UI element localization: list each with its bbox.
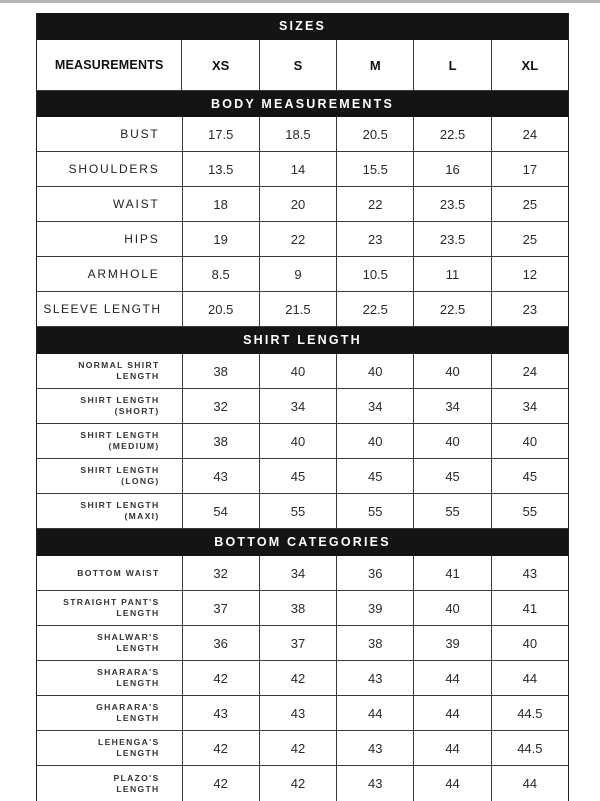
table-cell: 44 (413, 661, 490, 695)
table-cell: 22 (259, 222, 336, 256)
table-cell: 40 (491, 626, 568, 660)
row-label (37, 494, 182, 528)
table-cell: 40 (259, 424, 336, 458)
table-cell: 43 (259, 696, 336, 730)
bottom-categories-title: BOTTOM CATEGORIES (214, 535, 391, 549)
table-cell: 40 (259, 354, 336, 388)
table-row (37, 257, 568, 292)
table-cell: 15.5 (336, 152, 413, 186)
row-label: BUST (120, 127, 160, 141)
row-label-line: LENGTH (116, 783, 160, 794)
table-cell: 43 (336, 661, 413, 695)
table-cell: 22.5 (336, 292, 413, 326)
table-row (37, 354, 568, 389)
table-cell: 23.5 (413, 222, 490, 256)
table-cell: 20 (259, 187, 336, 221)
row-label-line: SHIRT LENGTH (80, 430, 160, 440)
table-cell: 54 (182, 494, 259, 528)
table-cell: 37 (182, 591, 259, 625)
row-label-line: SHALWAR'S (97, 632, 160, 642)
table-cell: 44 (413, 731, 490, 765)
table-row (37, 731, 568, 766)
table-cell: 38 (182, 354, 259, 388)
table-cell: 16 (413, 152, 490, 186)
row-label (37, 556, 182, 590)
table-cell: 18.5 (259, 117, 336, 151)
table-cell: 55 (336, 494, 413, 528)
size-header-l: L (413, 40, 490, 90)
table-cell: 38 (336, 626, 413, 660)
table-cell: 40 (413, 591, 490, 625)
table-cell: 23 (491, 292, 568, 326)
table-cell: 44.5 (491, 696, 568, 730)
table-cell: 45 (413, 459, 490, 493)
top-divider (0, 0, 600, 3)
table-cell: 55 (413, 494, 490, 528)
row-label (37, 661, 182, 695)
table-cell: 25 (491, 222, 568, 256)
row-label-line: LENGTH (116, 713, 160, 723)
table-cell: 40 (491, 424, 568, 458)
table-cell: 55 (491, 494, 568, 528)
table-cell: 36 (182, 626, 259, 660)
row-label-line: (MAXI) (124, 511, 160, 521)
table-cell: 25 (491, 187, 568, 221)
row-label (37, 696, 182, 730)
table-cell: 14 (259, 152, 336, 186)
table-cell: 40 (413, 424, 490, 458)
table-cell: 38 (182, 424, 259, 458)
size-header-m: M (336, 40, 413, 90)
table-cell: 44 (413, 696, 490, 730)
sizes-band (37, 13, 568, 40)
row-label-line: LENGTH (116, 748, 160, 758)
row-label-line: LENGTH (116, 608, 160, 618)
row-label (37, 766, 182, 801)
table-cell: 9 (259, 257, 336, 291)
row-label: SHOULDERS (68, 162, 160, 176)
table-cell: 19 (182, 222, 259, 256)
header-row (37, 40, 568, 91)
row-label-line: SHIRT LENGTH (80, 500, 160, 510)
table-cell: 39 (413, 626, 490, 660)
row-label-line: LENGTH (116, 643, 160, 653)
table-cell: 41 (413, 556, 490, 590)
table-row (37, 459, 568, 494)
table-cell: 43 (182, 459, 259, 493)
table-cell: 32 (182, 389, 259, 423)
table-cell: 11 (413, 257, 490, 291)
table-cell: 45 (259, 459, 336, 493)
table-cell: 17.5 (182, 117, 259, 151)
table-row (37, 292, 568, 327)
row-label: ARMHOLE (87, 267, 160, 281)
table-cell: 55 (259, 494, 336, 528)
row-label-line: GHARARA'S (96, 702, 160, 712)
row-label-line: (LONG) (121, 476, 160, 486)
table-row (37, 626, 568, 661)
row-label-line: BOTTOM WAIST (77, 567, 160, 578)
size-chart-table (36, 13, 569, 801)
sizes-title: SIZES (278, 19, 327, 33)
table-cell: 42 (182, 731, 259, 765)
row-label-line: NORMAL SHIRT (78, 360, 160, 370)
table-cell: 37 (259, 626, 336, 660)
table-cell: 36 (336, 556, 413, 590)
row-label-line: (SHORT) (114, 406, 160, 416)
table-cell: 40 (336, 354, 413, 388)
table-cell: 12 (491, 257, 568, 291)
table-cell: 23 (336, 222, 413, 256)
table-cell: 8.5 (182, 257, 259, 291)
table-cell: 41 (491, 591, 568, 625)
table-cell: 18 (182, 187, 259, 221)
table-cell: 20.5 (182, 292, 259, 326)
table-cell: 10.5 (336, 257, 413, 291)
table-cell: 24 (491, 354, 568, 388)
bottom-categories-band (37, 529, 568, 556)
table-cell: 43 (336, 731, 413, 765)
table-cell: 20.5 (336, 117, 413, 151)
table-cell: 23.5 (413, 187, 490, 221)
row-label-line: LEHENGA'S (98, 737, 160, 747)
table-row (37, 591, 568, 626)
row-label-line: LENGTH (116, 371, 160, 381)
row-label-line: LENGTH (116, 678, 160, 688)
table-cell: 43 (182, 696, 259, 730)
size-header-xs: XS (181, 40, 258, 90)
row-label (37, 389, 182, 423)
row-label (37, 731, 182, 765)
table-cell: 45 (336, 459, 413, 493)
table-row (37, 187, 568, 222)
row-label-line: SHIRT LENGTH (80, 465, 160, 475)
table-cell: 43 (336, 766, 413, 801)
table-cell: 34 (413, 389, 490, 423)
table-cell: 22 (336, 187, 413, 221)
table-cell: 42 (182, 661, 259, 695)
table-cell: 42 (259, 661, 336, 695)
table-row (37, 389, 568, 424)
row-label (37, 626, 182, 660)
table-cell: 17 (491, 152, 568, 186)
table-cell: 32 (182, 556, 259, 590)
row-label-line: PLAZO'S (113, 772, 160, 783)
shirt-length-title: SHIRT LENGTH (243, 333, 362, 347)
table-cell: 24 (491, 117, 568, 151)
table-cell: 39 (336, 591, 413, 625)
table-row (37, 494, 568, 529)
table-cell: 13.5 (182, 152, 259, 186)
table-cell: 42 (182, 766, 259, 801)
body-measurements-title: BODY MEASUREMENTS (210, 96, 395, 111)
table-cell: 44 (491, 766, 568, 801)
table-cell: 44 (491, 661, 568, 695)
table-cell: 34 (259, 389, 336, 423)
table-cell: 21.5 (259, 292, 336, 326)
measurements-header: MEASUREMENTS (54, 58, 164, 72)
row-label (37, 591, 182, 625)
row-label-line: SHARARA'S (97, 667, 160, 677)
table-cell: 38 (259, 591, 336, 625)
table-cell: 22.5 (413, 117, 490, 151)
table-row (37, 696, 568, 731)
table-row (37, 117, 568, 152)
row-label: HIPS (124, 232, 160, 246)
size-header-s: S (259, 40, 336, 90)
shirt-length-band (37, 327, 568, 354)
row-label (37, 354, 182, 388)
table-cell: 40 (413, 354, 490, 388)
table-row (37, 222, 568, 257)
row-label: WAIST (112, 197, 160, 211)
table-row (37, 766, 568, 801)
row-label (37, 424, 182, 458)
table-row (37, 152, 568, 187)
table-cell: 42 (259, 731, 336, 765)
size-header-xl: XL (491, 40, 568, 90)
row-label-line: STRAIGHT PANT'S (63, 597, 160, 607)
table-cell: 34 (491, 389, 568, 423)
table-cell: 42 (259, 766, 336, 801)
row-label-line: SHIRT LENGTH (80, 395, 160, 405)
table-cell: 40 (336, 424, 413, 458)
table-cell: 44.5 (491, 731, 568, 765)
table-cell: 44 (336, 696, 413, 730)
table-row (37, 661, 568, 696)
table-cell: 22.5 (413, 292, 490, 326)
row-label (37, 459, 182, 493)
row-label: SLEEVE LENGTH (43, 302, 162, 316)
table-cell: 43 (491, 556, 568, 590)
table-cell: 34 (259, 556, 336, 590)
table-cell: 45 (491, 459, 568, 493)
table-cell: 44 (413, 766, 490, 801)
body-measurements-band (37, 91, 568, 117)
row-label-line: (MEDIUM) (108, 441, 160, 451)
table-row (37, 424, 568, 459)
table-cell: 34 (336, 389, 413, 423)
table-row (37, 556, 568, 591)
